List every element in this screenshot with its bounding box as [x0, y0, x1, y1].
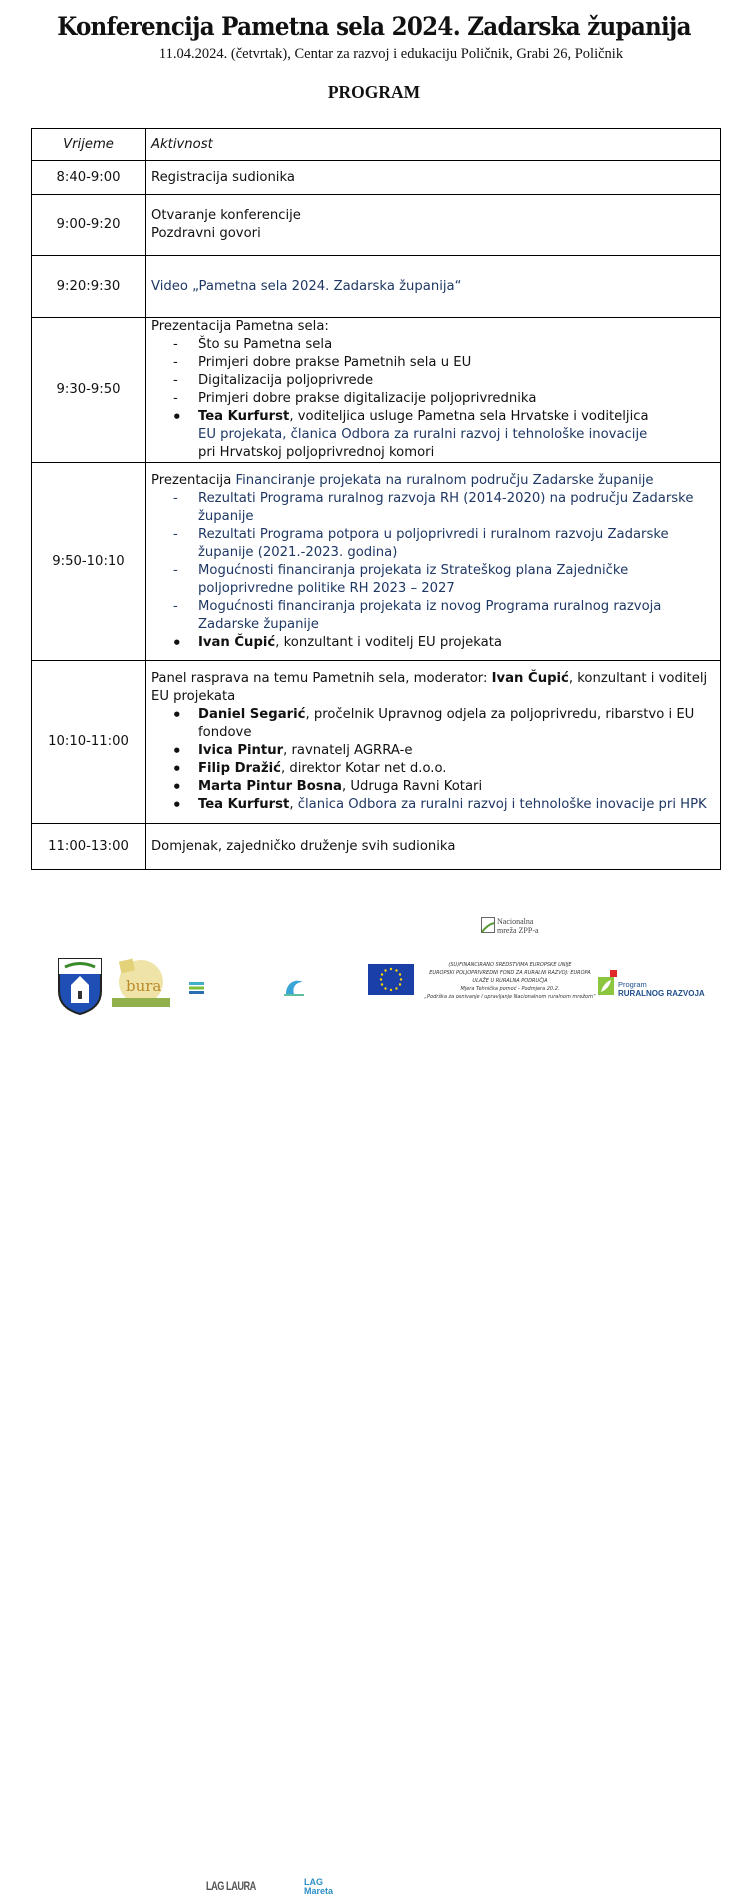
- row-time: 9:50-10:10: [32, 463, 146, 661]
- speaker-role: , voditeljica usluge Pametna sela Hrvatske i voditeljica: [289, 409, 649, 424]
- program-table: [31, 128, 721, 870]
- lag-mareta-label: [304, 1878, 333, 1896]
- speaker-role: EU projekata, članica Odbora za ruralni razvoj i tehnološke inovacije: [198, 427, 648, 442]
- sponsor-logos: [0, 900, 748, 1896]
- table-row: [32, 161, 721, 195]
- nacionalna-mreza-line: Nacionalna: [497, 917, 534, 926]
- panelist-list: [151, 706, 715, 814]
- eu-notice-line: Mjera Tehnička pomoć - Podmjera 20.2.: [460, 986, 560, 992]
- topic-list: [151, 490, 715, 634]
- row-activity: [146, 463, 721, 661]
- activity-intro: Prezentacija Pametna sela:: [151, 319, 329, 334]
- row-activity: Video „Pametna sela 2024. Zadarska županija“: [146, 256, 721, 318]
- speaker-list: [151, 408, 715, 462]
- nacionalna-mreza-line: mreža ZPP-a: [497, 926, 539, 935]
- prr-line: RURALNOG RAZVOJA: [618, 989, 705, 998]
- table-header-row: [32, 129, 721, 161]
- row-activity: Registracija sudionika: [146, 161, 721, 195]
- moderator-role: , konzultant i voditelj EU projekata: [151, 671, 708, 704]
- topic-list: [151, 336, 715, 408]
- row-time: 10:10-11:00: [32, 661, 146, 824]
- program-heading: PROGRAM: [327, 82, 421, 102]
- intro-prefix: Prezentacija: [151, 472, 236, 488]
- lag-laura-label: LAG LAURA: [206, 1881, 256, 1893]
- intro-prefix: Panel rasprava na temu Pametnih sela, moderator:: [151, 671, 492, 686]
- panelist-name: Daniel Segarić: [198, 707, 306, 722]
- document-title: Konferencija Pametna sela 2024. Zadarska županija: [57, 12, 691, 41]
- intro-topic: Financiranje projekata na ruralnom području Zadarske županije: [235, 472, 654, 488]
- lag-mareta-label-line: Mareta: [304, 1886, 334, 1896]
- lag-mareta-wave-icon: [284, 978, 304, 996]
- speaker-list: [151, 634, 715, 652]
- table-row: [32, 195, 721, 256]
- eu-funding-notice: [424, 961, 596, 1001]
- speaker-role: pri Hrvatskoj poljoprivrednoj komori: [198, 445, 435, 460]
- nacionalna-mreza-icon: [481, 917, 495, 933]
- table-row: [32, 256, 721, 318]
- topic-item: - Mogućnosti financiranja projekata iz novog Programa ruralnog razvoja Zadarske županije: [198, 598, 715, 634]
- panelist-name: Tea Kurfurst: [198, 797, 290, 812]
- lag-bura-logo-icon: [110, 958, 172, 1010]
- program-ruralnog-razvoja-label: [618, 980, 705, 998]
- table-row: [32, 824, 721, 870]
- speaker-item: [198, 408, 715, 462]
- panelist-item: [198, 760, 715, 778]
- row-activity: Domjenak, zajedničko druženje svih sudionika: [146, 824, 721, 870]
- speaker-name: Ivan Čupić: [198, 634, 276, 650]
- activity-line: Otvaranje konferencije: [151, 208, 301, 223]
- panelist-role: , Udruga Ravni Kotari: [341, 779, 483, 794]
- panelist-item: [198, 778, 715, 796]
- row-time: 9:00-9:20: [32, 195, 146, 256]
- row-time: 9:30-9:50: [32, 318, 146, 463]
- panelist-item: [198, 742, 715, 760]
- topic-item: - Primjeri dobre prakse digitalizacije poljoprivrednika: [198, 390, 715, 408]
- panelist-name: Filip Dražić: [198, 761, 281, 776]
- row-activity: [146, 318, 721, 463]
- row-time: 9:20:9:30: [32, 256, 146, 318]
- topic-item: - Rezultati Programa ruralnog razvoja RH (2014-2020) na području Zadarske županije: [198, 490, 715, 526]
- topic-item: - Digitalizacija poljoprivrede: [198, 372, 715, 390]
- coat-of-arms-icon: [57, 957, 103, 1015]
- topic-item: - Što su Pametna sela: [198, 336, 715, 354]
- header-activity: Aktivnost: [146, 129, 721, 161]
- row-activity: [146, 661, 721, 824]
- program-ruralnog-razvoja-icon: [598, 970, 618, 996]
- speaker-name: Tea Kurfurst: [198, 409, 290, 424]
- event-date-location: 11.04.2024. (četvrtak), Centar za razvoj i edukaciju Poličnik, Grabi 26, Poličnik: [158, 46, 624, 62]
- row-activity: [146, 195, 721, 256]
- topic-item: - Mogućnosti financiranja projekata iz Strateškog plana Zajedničke poljoprivredne politike RH 2023 – 2027: [198, 562, 715, 598]
- moderator-name: Ivan Čupić: [491, 671, 569, 686]
- eu-notice-line: „Podrška za osnivanje i upravljanje Nacionalnom ruralnom mrežom“: [424, 994, 596, 1000]
- speaker-item: [198, 634, 715, 652]
- panelist-role: , pročelnik Upravnog odjela za poljoprivredu, ribarstvo i EU fondove: [198, 707, 695, 740]
- topic-item: - Rezultati Programa potpora u poljoprivredi i ruralnom razvoju Zadarske županije (2021.-2023. godina): [198, 526, 715, 562]
- eu-notice-line: ULAŽE U RURALNA PODRUČJA: [472, 978, 548, 984]
- panelist-name: Ivica Pintur: [198, 743, 284, 758]
- table-row: [32, 463, 721, 661]
- panelist-role: članica Odbora za ruralni razvoj i tehnološke inovacije pri HPK: [297, 797, 707, 812]
- prr-line: Program: [618, 980, 647, 989]
- panelist-name: Marta Pintur Bosna: [198, 779, 342, 794]
- panelist-role: ,: [289, 797, 298, 812]
- table-row: [32, 661, 721, 824]
- lag-laura-logo-icon: [189, 982, 205, 994]
- header-time: Vrijeme: [32, 129, 146, 161]
- panelist-role: , ravnatelj AGRRA-e: [283, 743, 413, 758]
- activity-line: Pozdravni govori: [151, 226, 261, 241]
- panelist-item: [198, 706, 715, 742]
- activity-intro: [151, 472, 715, 490]
- eu-notice-line: EUROPSKI POLJOPRIVREDNI FOND ZA RURALNI RAZVOJ: EUROPA: [429, 970, 591, 976]
- lag-bura-label: bura: [126, 977, 162, 995]
- topic-item: - Primjeri dobre prakse Pametnih sela u EU: [198, 354, 715, 372]
- speaker-role: , konzultant i voditelj EU projekata: [275, 634, 502, 650]
- row-time: 8:40-9:00: [32, 161, 146, 195]
- row-time: 11:00-13:00: [32, 824, 146, 870]
- nacionalna-mreza-label: [497, 917, 539, 935]
- activity-intro: [151, 670, 715, 706]
- panelist-role: , direktor Kotar net d.o.o.: [280, 761, 447, 776]
- eu-notice-line: (SU)FINANCIRANO SREDSTVIMA EUROPSKE UNIJE: [448, 962, 572, 968]
- eu-flag-icon: [368, 964, 414, 995]
- lag-mareta-label-line: LAG: [304, 1877, 323, 1887]
- panelist-item: [198, 796, 715, 814]
- table-row: [32, 318, 721, 463]
